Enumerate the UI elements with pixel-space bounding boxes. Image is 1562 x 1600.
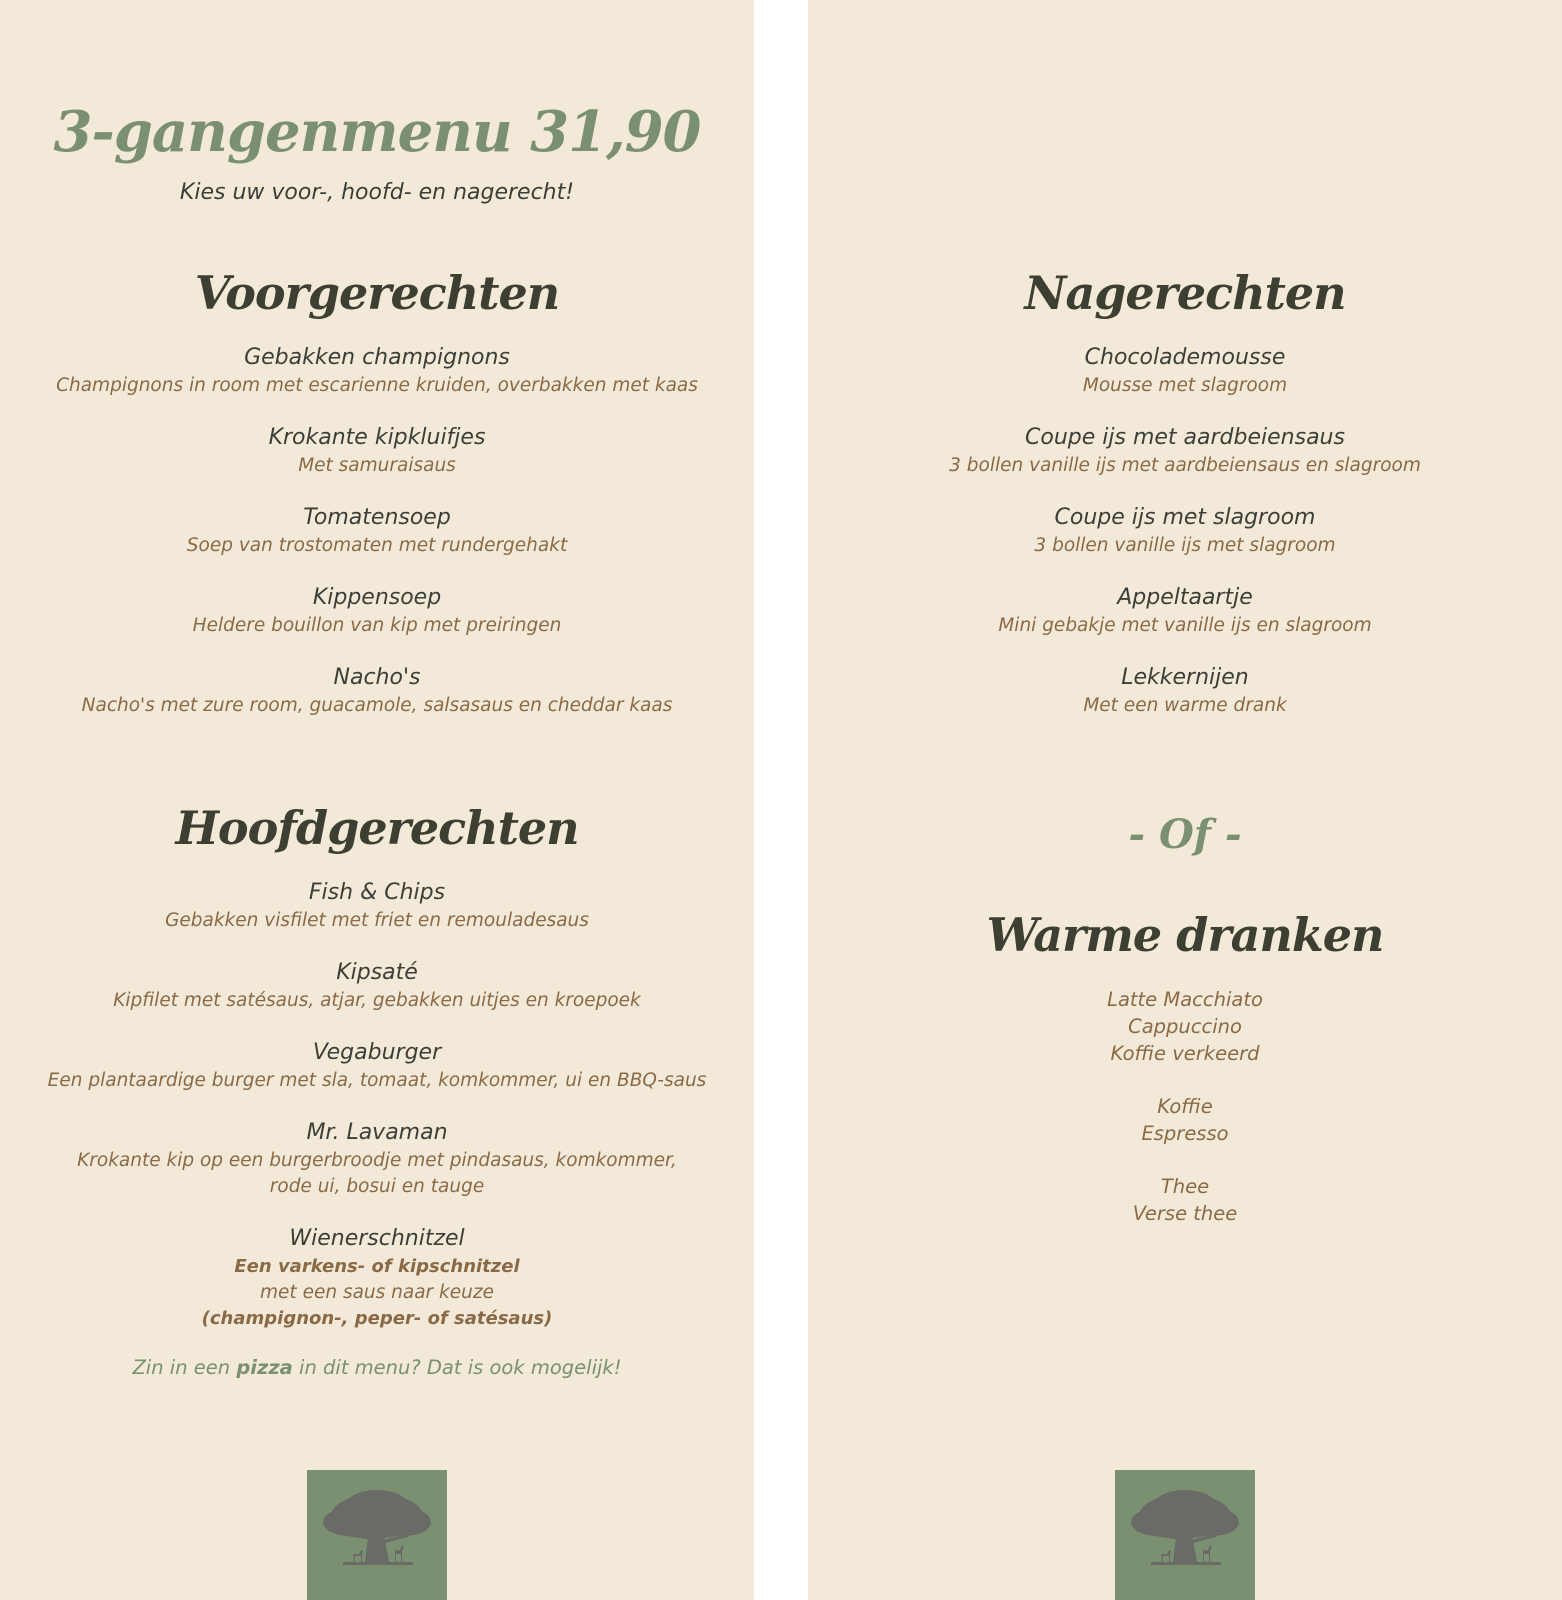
menu-item-name: Lekkernijen bbox=[1121, 665, 1249, 690]
menu-item-desc: Een plantaardige burger met sla, tomaat, komkommer, ui en BBQ-saus bbox=[47, 1070, 707, 1091]
menu-item-desc: 3 bollen vanille ijs met aardbeiensaus en slagroom bbox=[949, 455, 1421, 476]
menu-item-name: Coupe ijs met slagroom bbox=[1054, 505, 1316, 530]
menu-item-desc: Een varkens- of kipschnitzel bbox=[234, 1256, 520, 1277]
menu-item-name: Chocolademousse bbox=[1084, 345, 1286, 370]
drink-item: Thee bbox=[1160, 1175, 1210, 1198]
menu-item-name: Mr. Lavaman bbox=[306, 1120, 448, 1145]
drink-item: Espresso bbox=[1141, 1122, 1229, 1145]
menu-item-name: Fish & Chips bbox=[308, 880, 446, 905]
menu-item-desc: Met samuraisaus bbox=[298, 455, 456, 476]
hoofdgerechten-heading: Hoofdgerechten bbox=[175, 801, 579, 855]
menu-title: 3-gangenmenu 31,90 bbox=[53, 99, 701, 165]
tree-logo-icon bbox=[1115, 1470, 1255, 1600]
menu-item-name: Tomatensoep bbox=[303, 505, 451, 530]
menu-item-name: Vegaburger bbox=[312, 1040, 442, 1065]
menu-item-desc: 3 bollen vanille ijs met slagroom bbox=[1034, 535, 1336, 556]
tree-logo bbox=[307, 1470, 447, 1600]
menu-item-name: Gebakken champignons bbox=[244, 345, 510, 370]
menu-item-desc: Nacho's met zure room, guacamole, salsasaus en cheddar kaas bbox=[81, 695, 673, 716]
menu-item-desc: Kipfilet met satésaus, atjar, gebakken uitjes en kroepoek bbox=[113, 990, 641, 1011]
menu-item-desc: Met een warme drank bbox=[1083, 695, 1287, 716]
menu-item-name: Nacho's bbox=[333, 665, 421, 690]
menu-item-name: Kippensoep bbox=[312, 585, 442, 610]
menu-item-desc: Champignons in room met escarienne kruiden, overbakken met kaas bbox=[56, 375, 698, 396]
tree-logo-icon bbox=[307, 1470, 447, 1600]
menu-item-desc: Soep van trostomaten met rundergehakt bbox=[186, 535, 568, 556]
menu-item-name: Coupe ijs met aardbeiensaus bbox=[1025, 425, 1345, 450]
drink-item: Koffie bbox=[1157, 1095, 1213, 1118]
drink-item: Verse thee bbox=[1132, 1202, 1238, 1225]
warme-dranken-heading: Warme dranken bbox=[986, 908, 1384, 962]
menu-item-name: Kipsaté bbox=[336, 960, 418, 985]
pizza-note bbox=[0, 1356, 754, 1379]
menu-item-desc: Mousse met slagroom bbox=[1082, 375, 1288, 396]
pizza-note-prefix: Zin in een bbox=[132, 1356, 237, 1379]
menu-item-desc: (champignon-, peper- of satésaus) bbox=[201, 1308, 553, 1329]
menu-item-desc: Mini gebakje met vanille ijs en slagroom bbox=[998, 615, 1372, 636]
left-menu-panel bbox=[0, 0, 754, 1600]
menu-item-desc: Krokante kip op een burgerbroodje met pindasaus, komkommer, bbox=[77, 1150, 677, 1171]
menu-item-name: Krokante kipkluifjes bbox=[268, 425, 486, 450]
pizza-note-suffix: in dit menu? Dat is ook mogelijk! bbox=[292, 1356, 622, 1379]
or-divider: - Of - bbox=[1128, 811, 1242, 858]
pizza-note-bold: pizza bbox=[236, 1356, 293, 1379]
menu-item-name: Appeltaartje bbox=[1117, 585, 1253, 610]
drink-item: Cappuccino bbox=[1128, 1015, 1242, 1038]
menu-item-name: Wienerschnitzel bbox=[289, 1226, 465, 1251]
nagerechten-heading: Nagerechten bbox=[1024, 266, 1346, 320]
menu-subtitle: Kies uw voor-, hoofd- en nagerecht! bbox=[179, 180, 575, 205]
menu-item-desc: rode ui, bosui en tauge bbox=[269, 1176, 485, 1197]
drink-item: Koffie verkeerd bbox=[1110, 1042, 1260, 1065]
tree-logo bbox=[1115, 1470, 1255, 1600]
menu-item-desc: met een saus naar keuze bbox=[260, 1282, 494, 1303]
drink-item: Latte Macchiato bbox=[1107, 988, 1263, 1011]
menu-item-desc: Heldere bouillon van kip met preiringen bbox=[192, 615, 562, 636]
menu-item-desc: Gebakken visfilet met friet en remouladesaus bbox=[165, 910, 589, 931]
voorgerechten-heading: Voorgerechten bbox=[194, 266, 560, 320]
right-menu-panel bbox=[808, 0, 1562, 1600]
